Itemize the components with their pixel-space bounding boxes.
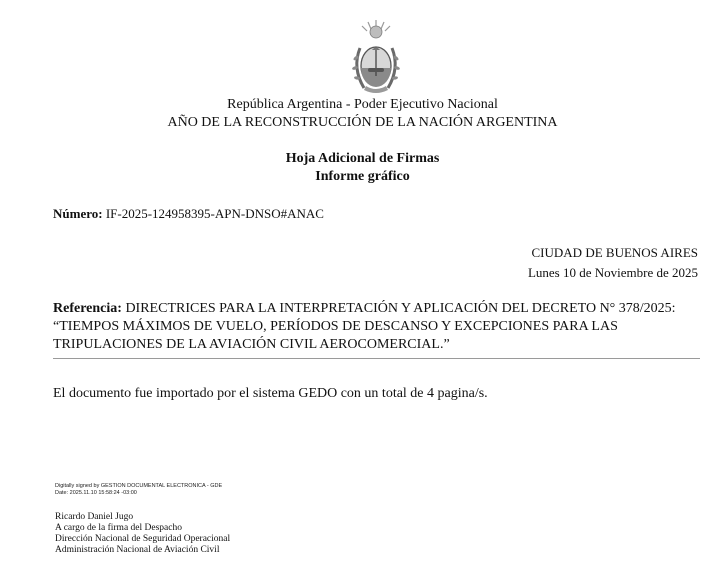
signer-role: A cargo de la firma del Despacho: [55, 523, 182, 533]
divider: [53, 358, 700, 359]
header-year-motto: AÑO DE LA RECONSTRUCCIÓN DE LA NACIÓN ARGENTINA: [167, 115, 558, 130]
document-date: Lunes 10 de Noviembre de 2025: [527, 265, 698, 280]
import-notice: El documento fue importado por el sistema GEDO con un total de 4 pagina/s.: [53, 386, 488, 401]
document-number-value: IF-2025-124958395-APN-DNSO#ANAC: [105, 206, 324, 221]
document-subtitle: Informe gráfico: [315, 169, 410, 184]
header-government: República Argentina - Poder Ejecutivo Nacional: [227, 97, 498, 112]
reference-label: Referencia:: [53, 301, 122, 316]
document-number: [53, 206, 324, 222]
reference: [53, 300, 703, 354]
digital-signature-signer: Digitally signed by GESTION DOCUMENTAL ELECTRONICA - GDE: [55, 483, 223, 489]
digital-signature-date: Date: 2025.11.10 15:58:24 -03:00: [55, 489, 137, 496]
document-title: Hoja Adicional de Firmas: [285, 151, 440, 166]
document-city: CIUDAD DE BUENOS AIRES: [531, 245, 698, 260]
signer-organization: Administración Nacional de Aviación Civil: [55, 545, 220, 555]
digital-signature-stamp: [55, 483, 222, 496]
document-number-label: Número:: [53, 206, 103, 221]
signer-department: Dirección Nacional de Seguridad Operacional: [55, 534, 231, 544]
national-coat-of-arms-icon: [346, 18, 406, 98]
signer-block: [55, 512, 230, 556]
reference-text: DIRECTRICES PARA LA INTERPRETACIÓN Y APLICACIÓN DEL DECRETO N° 378/2025: “TIEMPOS MÁXIMOS DE VUELO, PERÍODOS DE DESCANSO Y EXCEPCIONES PARA LAS TRIPULACIONES DE LA AVIACIÓN CIVIL AEROCOMERCIAL.”: [53, 301, 676, 352]
signer-name: Ricardo Daniel Jugo: [55, 512, 134, 522]
